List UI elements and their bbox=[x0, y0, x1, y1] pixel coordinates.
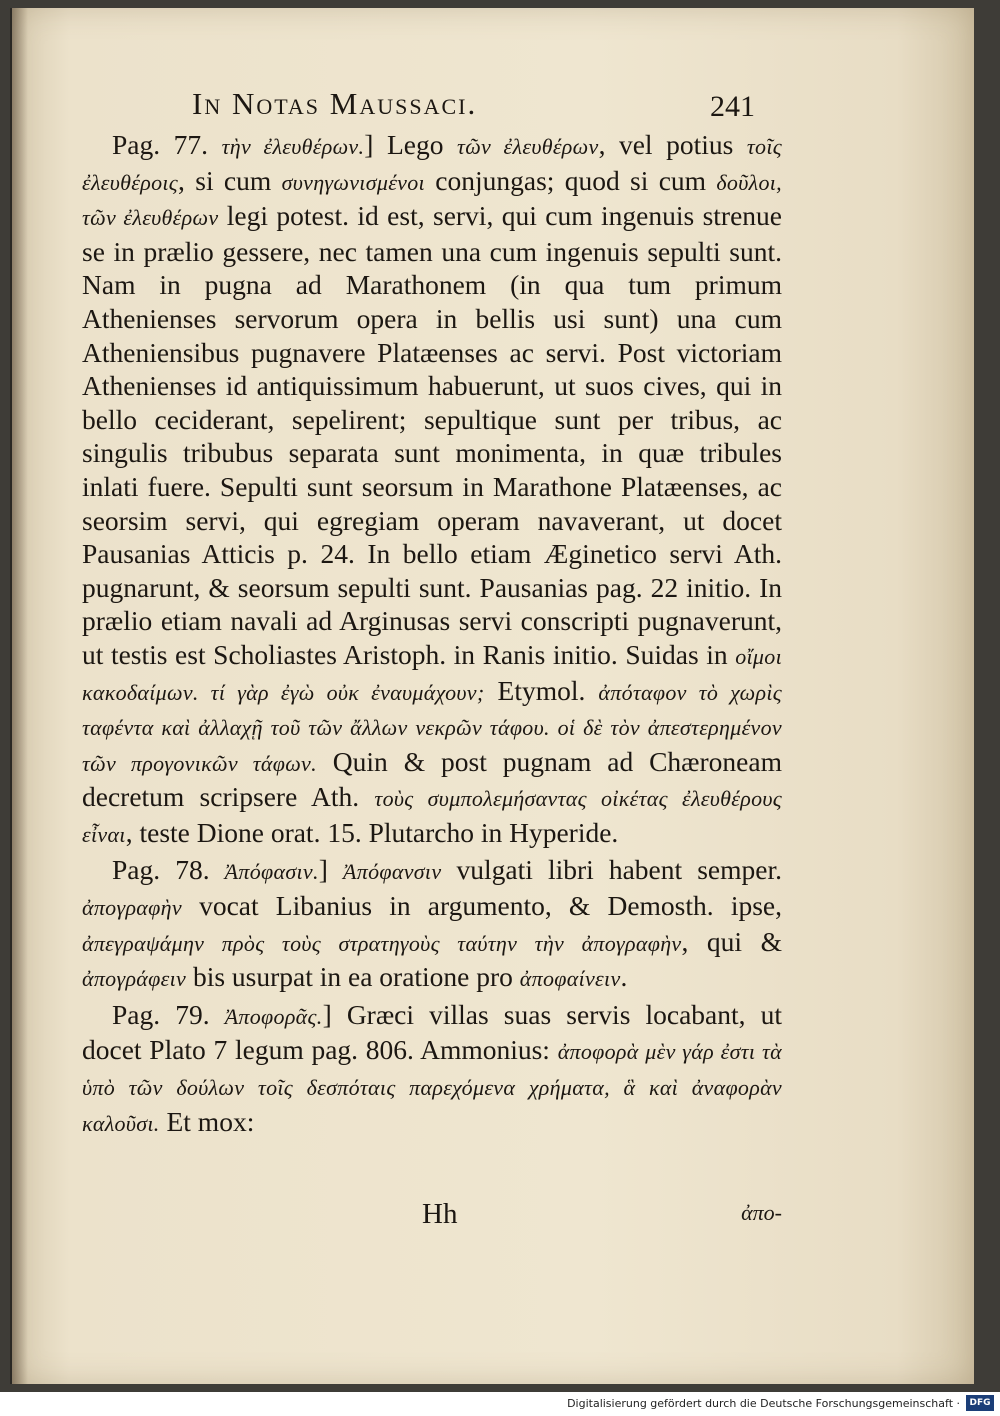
greek-text: οἴμοι κακοδαίμων. τί γὰρ ἐγὼ οὐκ ἐναυμάχουν; bbox=[82, 643, 782, 705]
latin-text: , teste Dione orat. 15. Plutarcho in Hyperide. bbox=[125, 816, 619, 848]
latin-text: , vel potius bbox=[598, 129, 747, 160]
latin-text: , si cum bbox=[178, 164, 282, 196]
latin-text: vocat Libanius in argumento, & Demosth. ipse, bbox=[181, 890, 782, 922]
latin-text: Quin & post pugnam ad Chæroneam decretum scripsere Ath. bbox=[82, 745, 782, 813]
running-head: In Notas Maussaci. bbox=[192, 86, 478, 121]
latin-text: Pag. 77. bbox=[112, 129, 222, 160]
latin-text: ] Græci villas suas servis locabant, ut docet Plato 7 legum pag. 806. Ammonius: bbox=[82, 998, 782, 1066]
paragraph bbox=[82, 853, 782, 995]
greek-text: τῶν ἐλευθέρων bbox=[457, 134, 599, 159]
book-page bbox=[10, 8, 974, 1384]
credit-bar bbox=[0, 1392, 1000, 1416]
greek-text: ἀποφορὰ μὲν γάρ ἐστι τὰ ὑπὸ τῶν δούλων τοῖς δεσπόταις παρεχόμενα χρήματα, ἃ καὶ ἀναφορὰν καλοῦσι. bbox=[82, 1039, 782, 1136]
latin-text: ] bbox=[318, 854, 344, 886]
latin-text: vulgati libri habent semper. bbox=[441, 854, 783, 886]
page-number: 241 bbox=[710, 90, 755, 123]
latin-text: conjungas; quod si cum bbox=[424, 164, 717, 196]
latin-text: , qui & bbox=[681, 925, 783, 957]
greek-text: τοὺς συμπολεμήσαντας οἰκέτας ἐλευθέρους εἶναι bbox=[82, 786, 782, 847]
greek-text: ἀπόταφον τὸ χωρὶς ταφέντα καὶ ἀλλαχῇ τοῦ τῶν ἄλλων νεκρῶν τάφου. οἱ δὲ τὸν ἀπεστερημένον τῶν προγονικῶν τάφων. bbox=[82, 679, 782, 776]
greek-text: τοῖς ἐλευθέροις bbox=[82, 134, 782, 195]
paragraph bbox=[82, 128, 782, 851]
latin-text: Pag. 79. bbox=[112, 998, 225, 1030]
greek-text: Ἀπόφανσιν bbox=[343, 859, 442, 885]
latin-text: . bbox=[620, 961, 628, 993]
greek-text: ἀποφαίνειν bbox=[519, 966, 621, 992]
latin-text: bis usurpat in ea oratione pro bbox=[186, 961, 520, 993]
greek-text: ἀπεγραψάμην πρὸς τοὺς στρατηγοὺς ταύτην τὴν ἀπογραφὴν bbox=[82, 930, 682, 956]
greek-text: ἀπογραφὴν bbox=[82, 895, 182, 921]
latin-text: Pag. 78. bbox=[112, 854, 225, 886]
main-text bbox=[82, 128, 782, 1140]
greek-text: συνηγωνισμένοι bbox=[281, 169, 425, 195]
greek-text: Ἀποφορᾶς. bbox=[224, 1003, 323, 1029]
signature-mark: Hh bbox=[422, 1198, 458, 1230]
latin-text: legi potest. id est, servi, qui cum ingenuis strenue se in prælio gessere, nec tamen una cum ingenuis sepulti sunt. Nam in pugna ad Marathonem (in qua tum primum Athenienses servorum opera in bellis usi sunt) una cum Atheniensibus pugnavere Platæenses ac servi. Post victoriam Athenienses id antiquissimum habuerunt, ut suos cives, qui in bello ceciderant, sepelirent; sepultique sunt per tribus, ac singulis tribubus separata sunt monimenta, in quæ tribules inlati fuere. Sepulti sunt seorsum in Marathone Platæenses, ac seorsim servi, qui egregiam operam navaverant, ut docet Pausanias Atticis p. 24. In bello etiam Æginetico servi Ath. pugnarunt, & seorsum sepulti sunt. Pausanias pag. 22 initio. In prælio etiam navali ad Arginusas servi conscripti pugnaverunt, ut testis est Scholiastes Aristoph. in Ranis initio. Suidas in bbox=[82, 200, 782, 670]
greek-text: Ἀπόφασιν. bbox=[224, 859, 319, 885]
latin-text: ] Lego bbox=[364, 129, 458, 160]
greek-text: δοῦλοι, τῶν ἐλευθέρων bbox=[82, 169, 782, 231]
credit-line: Digitalisierung gefördert durch die Deutsche Forschungsgemeinschaft · bbox=[567, 1397, 960, 1410]
latin-text: Et mox: bbox=[159, 1105, 255, 1137]
greek-text: ἀπογράφειν bbox=[82, 966, 187, 992]
catchword: ἀπο- bbox=[741, 1200, 782, 1225]
paragraph bbox=[82, 998, 782, 1140]
latin-text: Etymol. bbox=[484, 674, 599, 706]
dfg-logo: DFG bbox=[966, 1395, 994, 1411]
greek-text: τὴν ἐλευθέρων. bbox=[221, 134, 365, 159]
page-footer bbox=[82, 1198, 782, 1238]
